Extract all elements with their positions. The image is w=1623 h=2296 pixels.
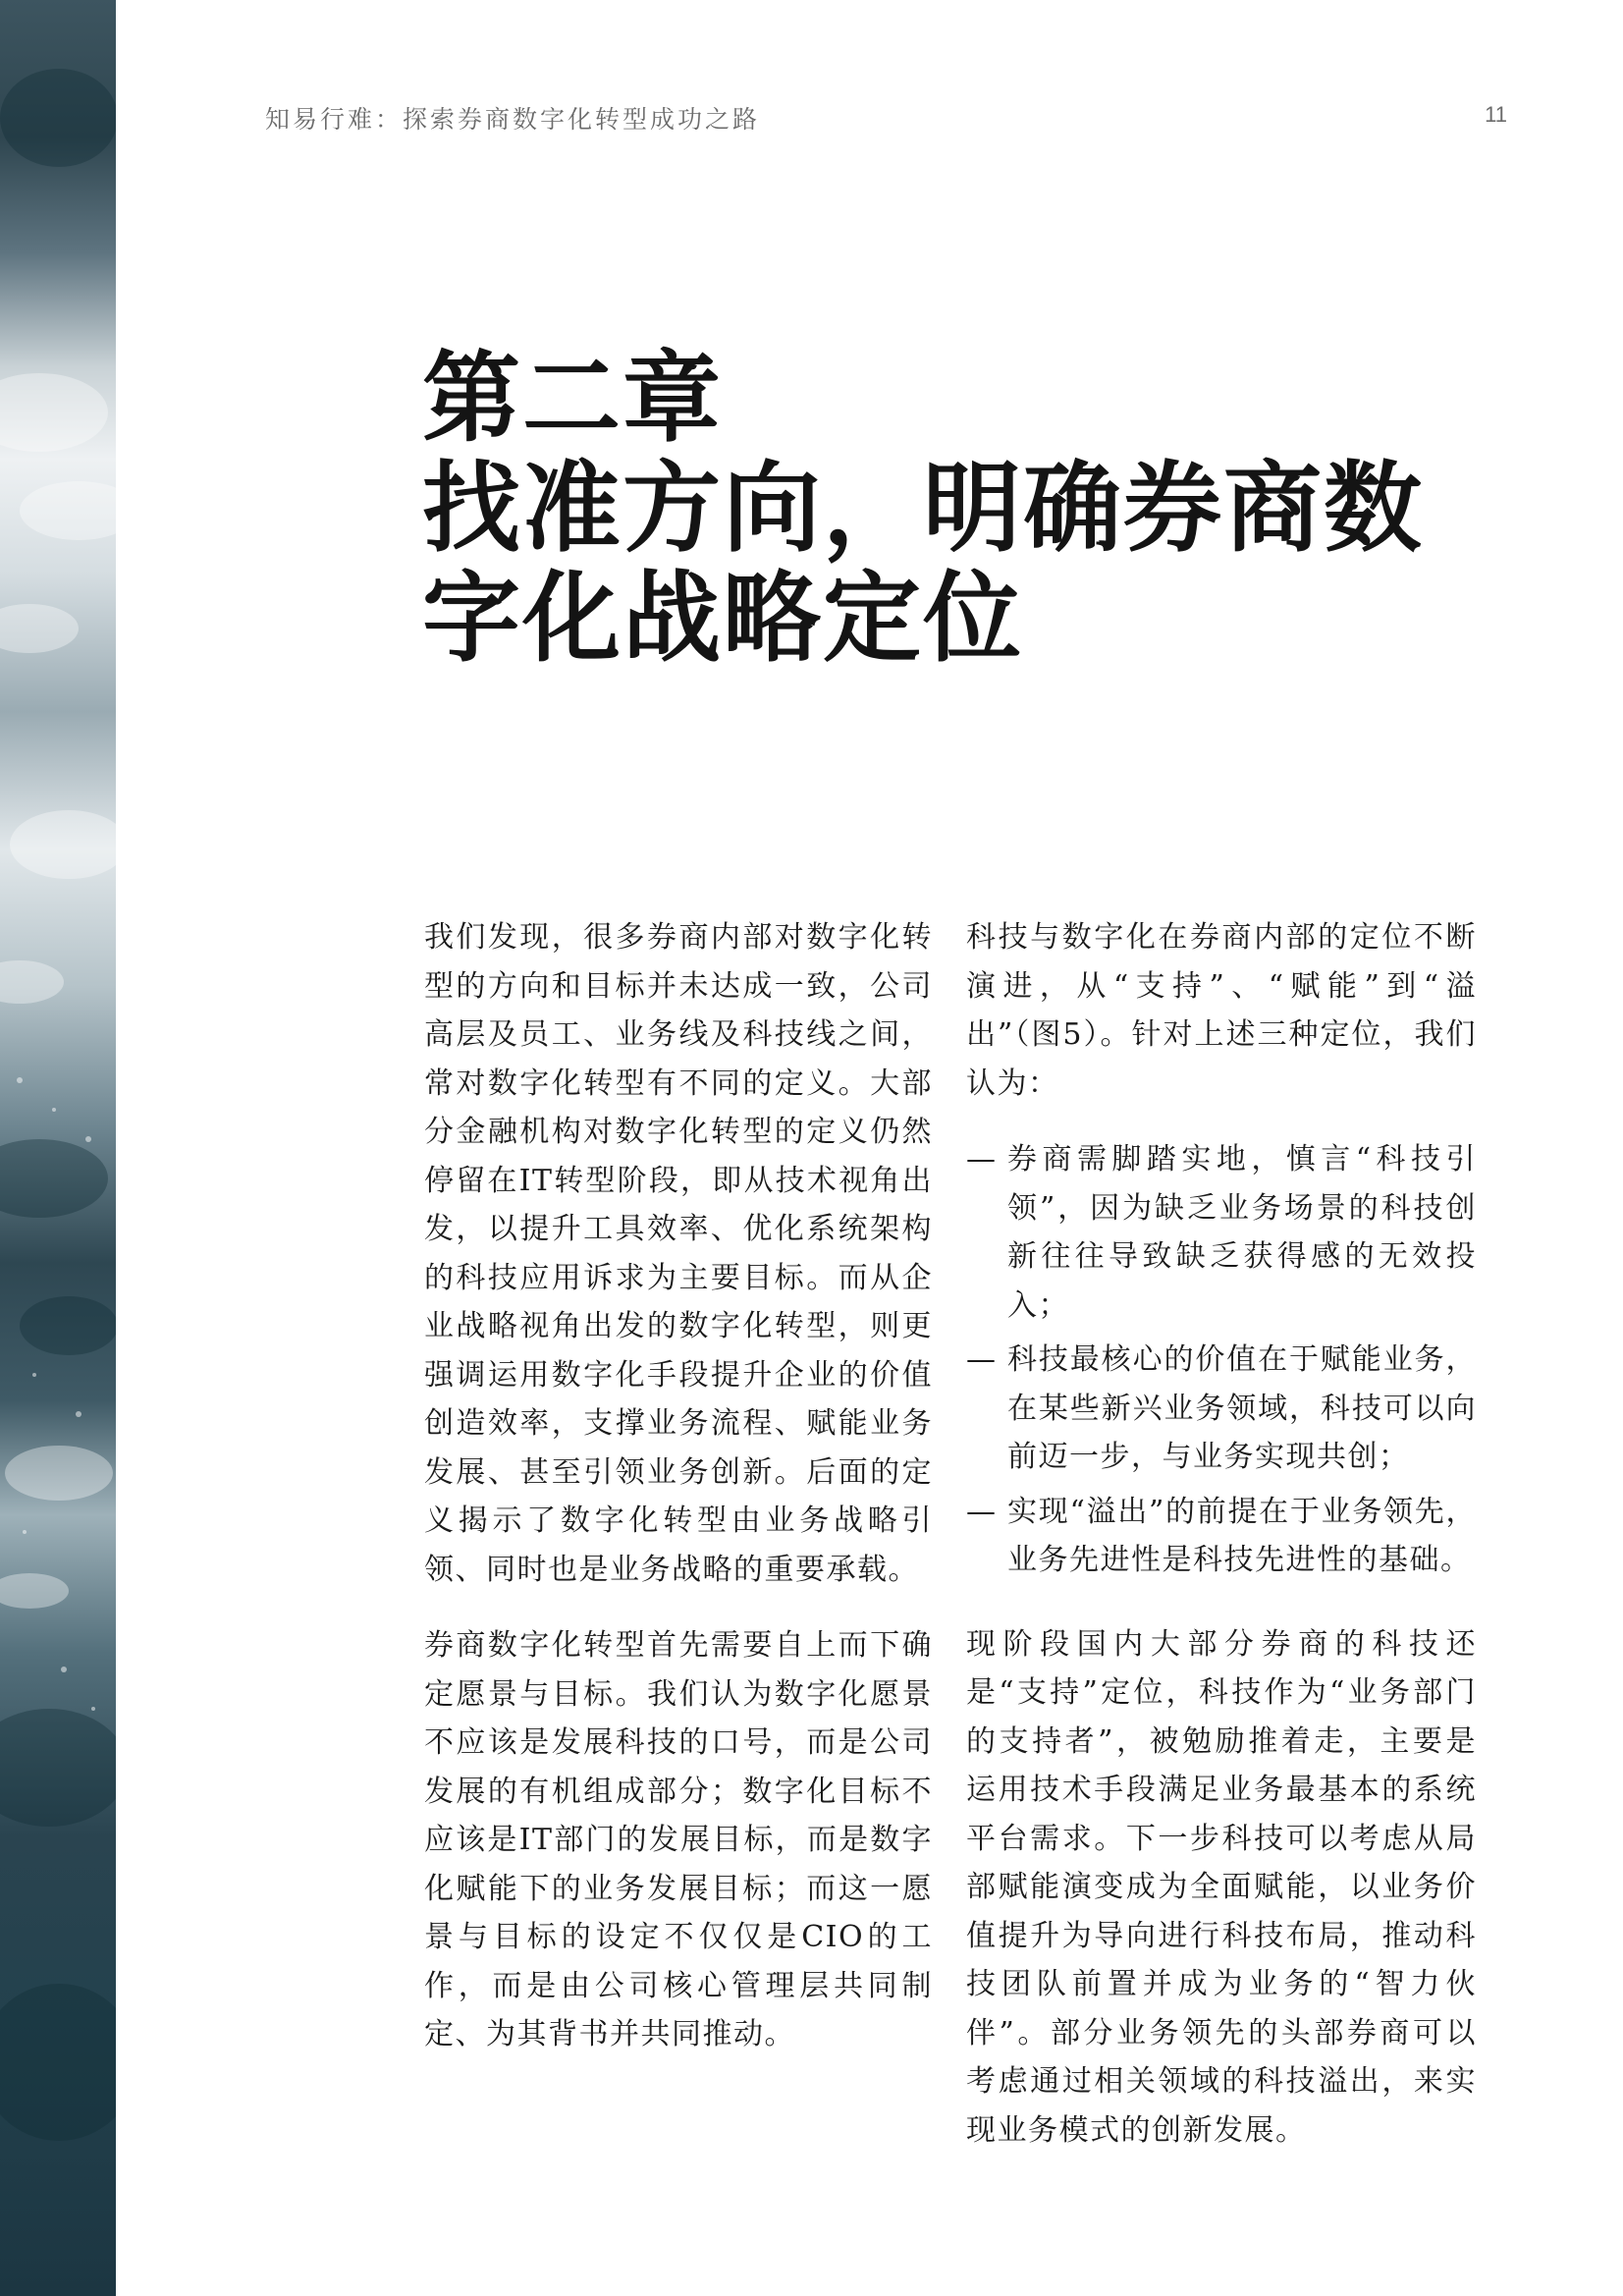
chapter-heading (422, 341, 1502, 676)
wave-texture-icon (0, 0, 116, 2296)
body-paragraph: 券商数字化转型首先需要自上而下确定愿景与目标。我们认为数字化愿景不应该是发展科技的口号，而是公司发展的有机组成部分；数字化目标不应该是IT部门的发展目标，而是数字化赋能下的业务发展目标；而这一愿景与目标的设定不仅仅是CIO的工作，而是由公司核心管理层共同制定、为其背书并共同推动。 (424, 1628, 933, 2051)
dash-icon: — (966, 1342, 998, 1377)
dash-icon: — (966, 1494, 998, 1529)
chapter-number: 第二章 (422, 341, 723, 456)
list-item-text: 券商需脚踏实地，慎言“科技引领”，因为缺乏业务场景的科技创新往往导致缺乏获得感的无效投入； (1007, 1142, 1477, 1323)
list-item-text: 实现“溢出”的前提在于业务领先，业务先进性是科技先进性的基础。 (1007, 1494, 1477, 1577)
page-number: 11 (1485, 102, 1507, 127)
left-column (424, 913, 933, 2087)
running-title: 知易行难：探索券商数字化转型成功之路 (265, 105, 761, 134)
list-item (966, 1336, 1477, 1482)
right-column (966, 913, 1477, 2182)
body-paragraph-closing: 现阶段国内大部分券商的科技还是“支持”定位，科技作为“业务部门的支持者”，被勉励推着走，主要是运用技术手段满足业务最基本的系统平台需求。下一步科技可以考虑从局部赋能演变成为全面赋能，以业务价值提升为导向进行科技布局，推动科技团队前置并成为业务的“智力伙伴”。部分业务领先的头部券商可以考虑通过相关领域的科技溢出，来实现业务模式的创新发展。 (966, 1626, 1477, 2148)
list-item (966, 1488, 1477, 1585)
body-paragraph: 我们发现，很多券商内部对数字化转型的方向和目标并未达成一致，公司高层及员工、业务线及科技线之间，常对数字化转型有不同的定义。大部分金融机构对数字化转型的定义仍然停留在IT转型阶段，即从技术视角出发，以提升工具效率、优化系统架构的科技应用诉求为主要目标。而从企业战略视角出发的数字化转型，则更强调运用数字化手段提升企业的价值创造效率，支撑业务流程、赋能业务发展、甚至引领业务创新。后面的定义揭示了数字化转型由业务战略引领、同时也是业务战略的重要承载。 (424, 920, 933, 1587)
list-item (966, 1135, 1477, 1330)
list-item-text: 科技最核心的价值在于赋能业务，在某些新兴业务领域，科技可以向前迈一步，与业务实现共创； (1007, 1342, 1477, 1474)
chapter-title-line-2: 字化战略定位 (422, 561, 1023, 676)
dash-icon: — (966, 1142, 998, 1176)
bullet-list (966, 1135, 1477, 1585)
ocean-wave-photo-strip (0, 0, 116, 2296)
body-paragraph-intro: 科技与数字化在券商内部的定位不断演进，从“支持”、“赋能”到“溢出”（图5）。针对上述三种定位，我们认为： (966, 920, 1477, 1101)
chapter-title-line-1: 找准方向，明确券商数 (422, 451, 1424, 566)
